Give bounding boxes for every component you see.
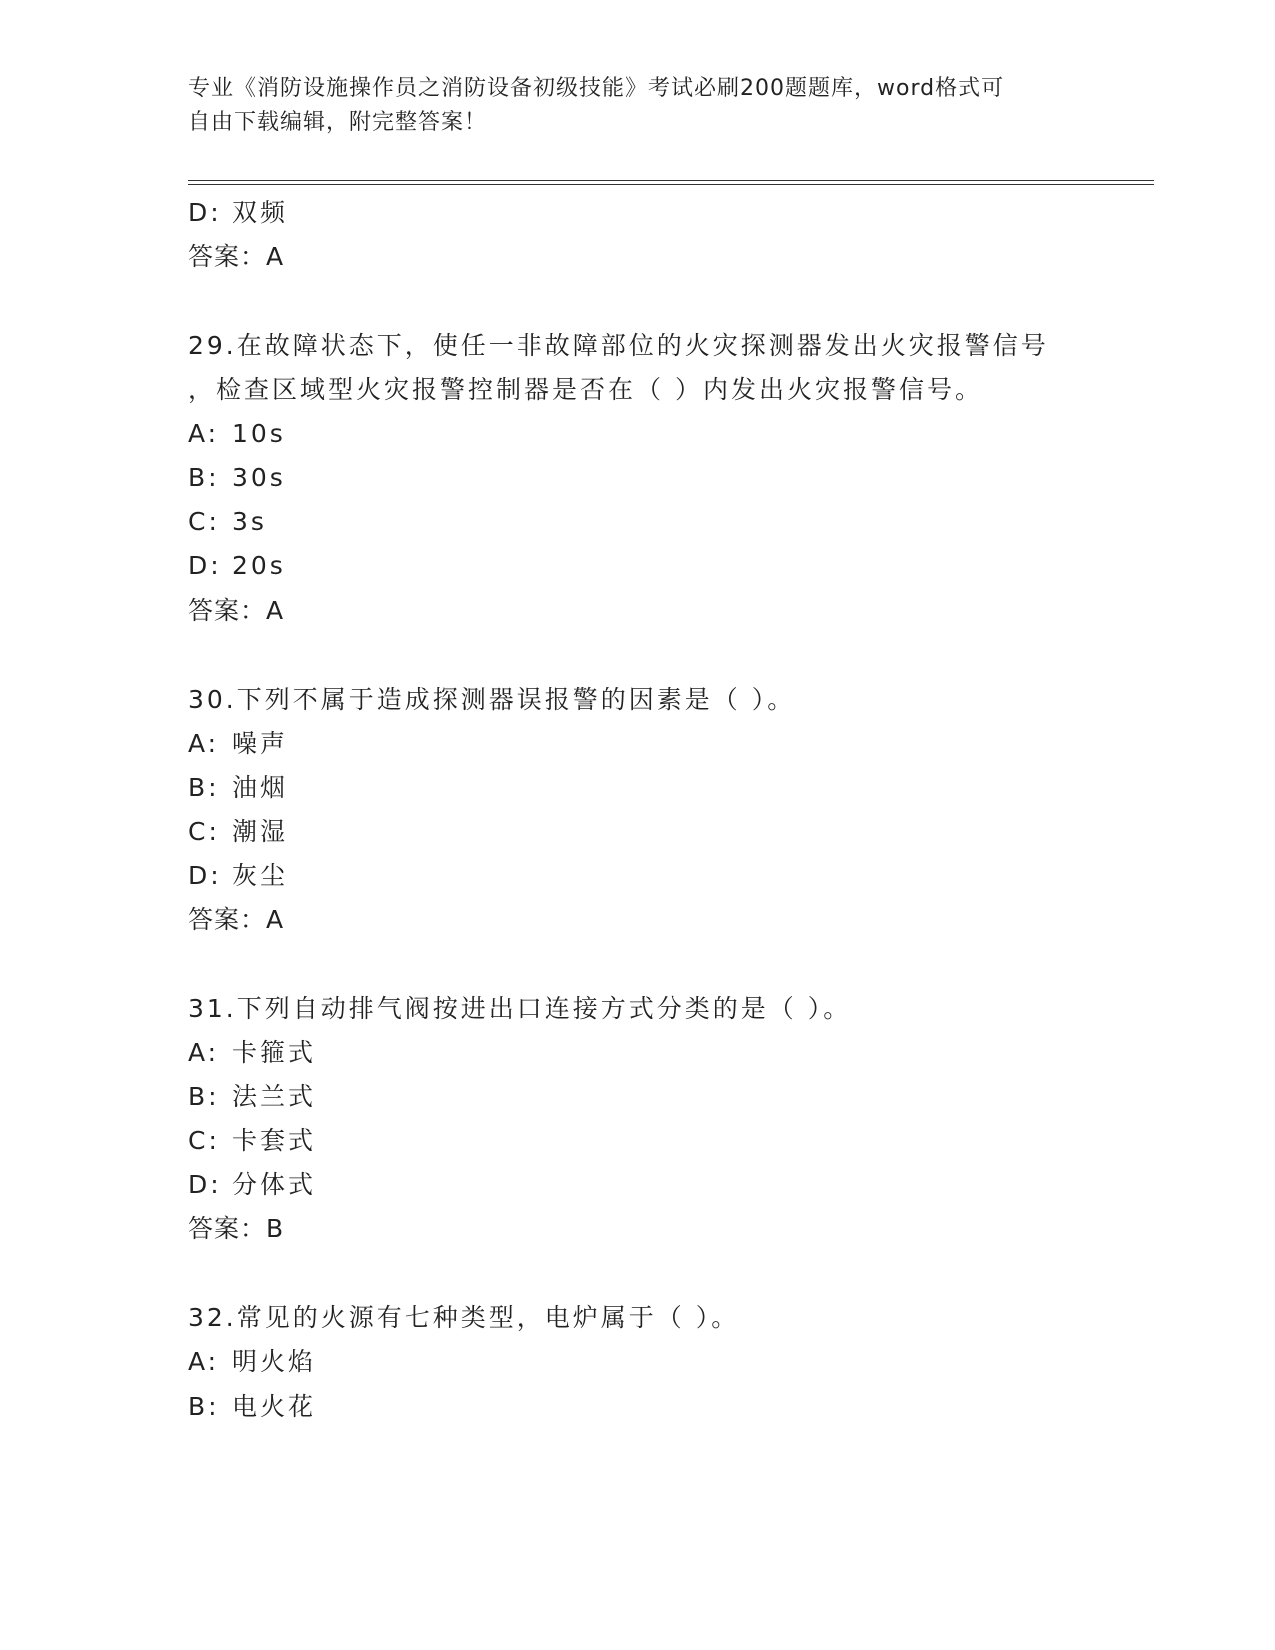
option-key: A: <box>188 1347 220 1376</box>
question-32-stem: 32.常见的火源有七种类型，电炉属于（ ）。 <box>188 1303 740 1332</box>
option-text: 3s <box>232 507 267 536</box>
question-29-stem-line-1: 29.在故障状态下，使任一非故障部位的火灾探测器发出火灾报警信号 <box>188 331 1049 360</box>
option-key: D: <box>188 198 222 227</box>
option-key: A: <box>188 419 220 448</box>
option-text: 电火花 <box>232 1392 317 1421</box>
question-30-option-d <box>188 859 288 893</box>
header-line-1: 专业《消防设施操作员之消防设备初级技能》考试必刷200题题库，word格式可 <box>188 76 1005 101</box>
option-d <box>188 196 288 230</box>
question-29-option-d <box>188 549 286 583</box>
option-key: C: <box>188 1126 220 1155</box>
option-text: 分体式 <box>232 1170 317 1199</box>
question-31-option-a <box>188 1036 316 1070</box>
option-text: 法兰式 <box>232 1082 317 1111</box>
question-32-option-b <box>188 1390 316 1424</box>
question-30-option-b <box>188 771 288 805</box>
option-key: B: <box>188 773 220 802</box>
question-30-option-c <box>188 815 288 849</box>
option-text: 卡套式 <box>232 1126 317 1155</box>
option-key: C: <box>188 507 220 536</box>
option-text: 潮湿 <box>232 817 289 846</box>
option-key: D: <box>188 1170 222 1199</box>
option-key: B: <box>188 1082 220 1111</box>
question-31-stem: 31.下列自动排气阀按进出口连接方式分类的是（ ）。 <box>188 994 852 1023</box>
document-header <box>188 72 1068 140</box>
question-31-option-d <box>188 1168 316 1202</box>
question-29-stem-line-2: ，检查区域型火灾报警控制器是否在（ ）内发出火灾报警信号。 <box>188 375 983 404</box>
option-key: D: <box>188 551 222 580</box>
answer-line: 答案：A <box>188 242 285 271</box>
option-key: B: <box>188 463 220 492</box>
option-key: C: <box>188 817 220 846</box>
option-text: 油烟 <box>232 773 289 802</box>
question-31-option-b <box>188 1080 316 1114</box>
question-31-answer: 答案：B <box>188 1214 285 1243</box>
header-line-2: 自由下载编辑，附完整答案！ <box>188 110 488 135</box>
option-text: 双频 <box>232 198 289 227</box>
option-text: 噪声 <box>232 729 289 758</box>
header-divider-bottom <box>188 184 1154 185</box>
question-29-option-b <box>188 461 286 495</box>
option-text: 10s <box>232 419 286 448</box>
option-text: 30s <box>232 463 286 492</box>
option-key: B: <box>188 1392 220 1421</box>
question-32-option-a <box>188 1345 316 1379</box>
question-30-stem: 30.下列不属于造成探测器误报警的因素是（ ）。 <box>188 685 796 714</box>
option-text: 卡箍式 <box>232 1038 317 1067</box>
question-29-answer: 答案：A <box>188 596 285 625</box>
question-31-option-c <box>188 1124 316 1158</box>
option-key: D: <box>188 861 222 890</box>
question-29-option-a <box>188 417 286 451</box>
option-text: 灰尘 <box>232 861 289 890</box>
question-29-option-c <box>188 505 267 539</box>
option-text: 20s <box>232 551 286 580</box>
option-key: A: <box>188 729 220 758</box>
header-divider-top <box>188 180 1154 181</box>
question-30-answer: 答案：A <box>188 905 285 934</box>
question-30-option-a <box>188 727 288 761</box>
option-key: A: <box>188 1038 220 1067</box>
option-text: 明火焰 <box>232 1347 317 1376</box>
